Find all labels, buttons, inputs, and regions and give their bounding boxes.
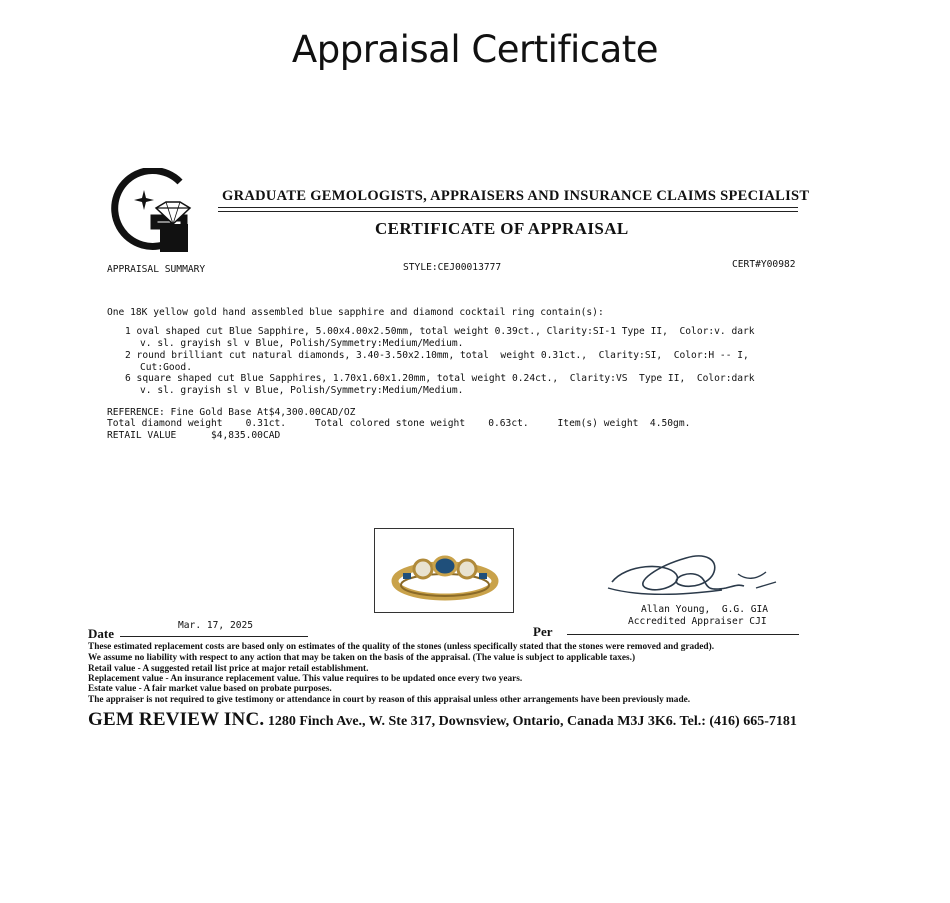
company-name: GEM REVIEW INC. — [88, 709, 265, 730]
per-line — [567, 634, 799, 635]
totals-line: Total diamond weight 0.31ct. Total colored stone weight 0.63ct. Item(s) weight 4.50gm. — [107, 418, 691, 429]
certificate-number: CERT#Y00982 — [732, 259, 796, 270]
style-number: STYLE:CEJ00013777 — [403, 262, 502, 273]
certificate-title: CERTIFICATE OF APPRAISAL — [375, 219, 629, 238]
stone-item-line: v. sl. grayish sl v Blue, Polish/Symmetry:Medium/Medium. — [140, 385, 464, 396]
retail-value-line: RETAIL VALUE $4,835.00CAD — [107, 430, 281, 441]
ring-photo — [374, 528, 514, 613]
disclaimer-line: The appraiser is not required to give testimony or attendance in court by reason of this appraisal unless other arrangements have been previously made. — [88, 695, 691, 705]
company-address: 1280 Finch Ave., W. Ste 317, Downsview, Ontario, Canada M3J 3K6. Tel.: (416) 665-7181 — [264, 714, 797, 729]
disclaimer-line: Estate value - A fair market value based on probate purposes. — [88, 684, 332, 694]
per-label: Per — [533, 624, 553, 639]
date-label: Date — [88, 626, 114, 641]
reference-line: REFERENCE: Fine Gold Base At$4,300.00CAD/OZ — [107, 407, 356, 418]
stone-item-line: 1 oval shaped cut Blue Sapphire, 5.00x4.00x2.50mm, total weight 0.39ct., Clarity:SI-1 Type II, Color:v. dark — [125, 326, 755, 337]
appraiser-name: Allan Young, G.G. GIA — [641, 604, 769, 615]
disclaimer-line: We assume no liability with respect to any action that may be taken on the basis of the appraisal. (The value is subject to applicable taxes.) — [88, 653, 636, 663]
stone-item-line: 6 square shaped cut Blue Sapphires, 1.70x1.60x1.20mm, total weight 0.24ct., Clarity:VS Type II, Color:dark — [125, 373, 755, 384]
page-title: Appraisal Certificate — [291, 28, 659, 71]
stone-item-line: Cut:Good. — [140, 362, 192, 373]
appraiser-signature — [606, 544, 781, 606]
footer-company — [88, 709, 797, 731]
header-rule-bottom — [218, 211, 798, 212]
disclaimer-line: Replacement value - An insurance replacement value. This value requires to be updated once every two years. — [88, 674, 523, 684]
description-intro: One 18K yellow gold hand assembled blue sapphire and diamond cocktail ring contain(s): — [107, 307, 604, 318]
stone-item-line: v. sl. grayish sl v Blue, Polish/Symmetry:Medium/Medium. — [140, 338, 464, 349]
disclaimer-line: These estimated replacement costs are based only on estimates of the quality of the stones (unless specifically stated that the stones were removed and graded). — [88, 642, 715, 652]
date-line — [120, 636, 308, 637]
disclaimer-line: Retail value - A suggested retail list price at major retail establishment. — [88, 664, 369, 674]
stone-item-line: 2 round brilliant cut natural diamonds, 3.40-3.50x2.10mm, total weight 0.31ct., Clarity:SI, Color:H -- I, — [125, 350, 749, 361]
appraiser-title: Accredited Appraiser CJI — [628, 616, 767, 627]
date-value: Mar. 17, 2025 — [178, 620, 254, 631]
gem-logo-icon — [108, 168, 194, 258]
header-rule-top — [218, 207, 798, 208]
appraisal-summary-label: APPRAISAL SUMMARY — [107, 264, 206, 275]
organization-heading: GRADUATE GEMOLOGISTS, APPRAISERS AND INSURANCE CLAIMS SPECIALIST — [222, 188, 810, 204]
